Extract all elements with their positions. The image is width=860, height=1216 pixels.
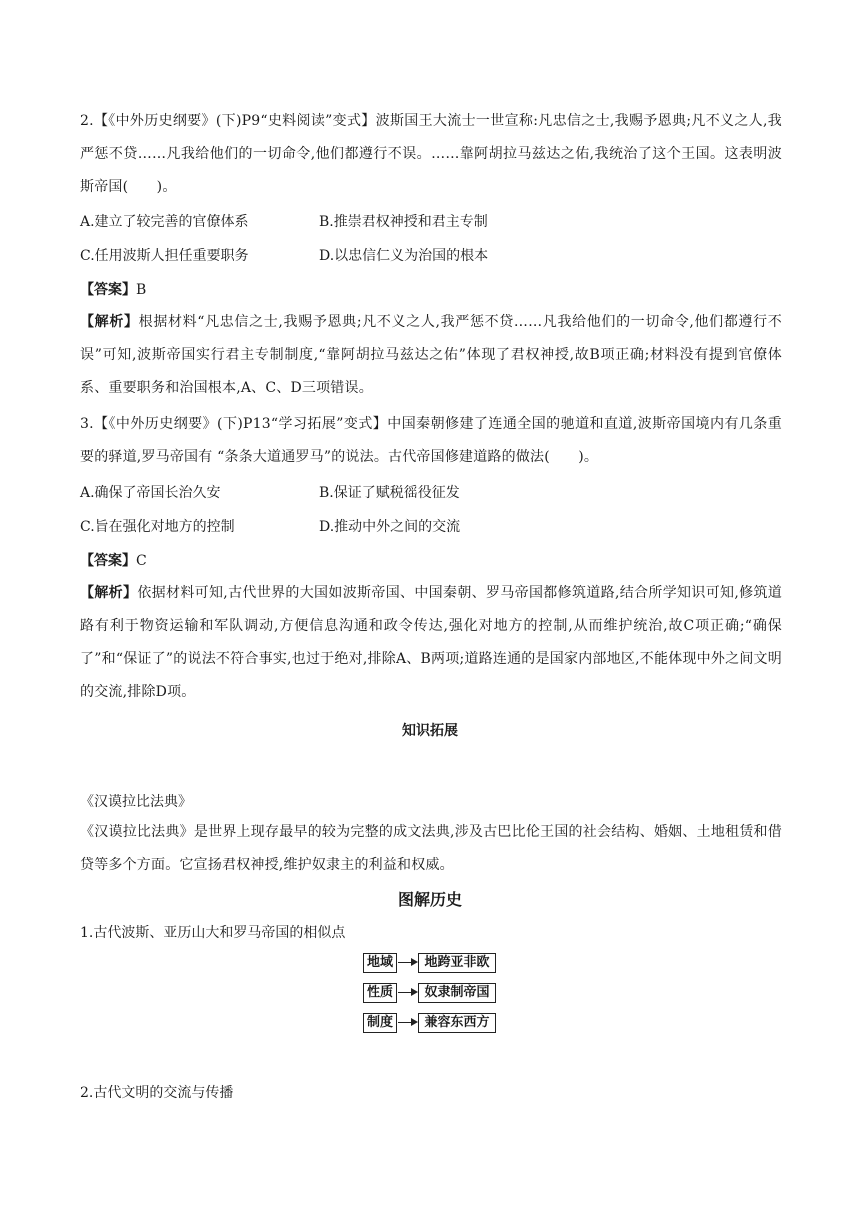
q3-analysis-tag: 【解析】 <box>80 585 138 601</box>
q3-option-a: A.确保了帝国长治久安 <box>80 485 221 501</box>
q2-analysis <box>80 306 782 405</box>
q3-answer-tag: 【答案】 <box>80 553 136 569</box>
q2-analysis-tag: 【解析】 <box>80 314 139 330</box>
q2-option-b: B.推崇君权神授和君主专制 <box>319 214 488 230</box>
q2-analysis-text: 根据材料“凡忠信之士,我赐予恩典;凡不义之人,我严惩不贷……凡我给他们的一切命令,他们都遵行不误”可知,波斯帝国实行君主专制制度,“靠阿胡拉马兹达之佑”体现了君权神授,故B项正确;材料没有提到官僚体系、重要职务和治国根本,A、C、D三项错误。 <box>80 314 782 396</box>
knowledge-title: 知识拓展 <box>402 723 458 739</box>
diagram-key-box: 性质 <box>363 983 397 1003</box>
diagram-value-box: 奴隶制帝国 <box>418 983 496 1003</box>
question-3-stem: 3.【《中外历史纲要》(下)P13“学习拓展”变式】中国秦朝修建了连通全国的驰道和直道,波斯帝国境内有几条重要的驿道,罗马帝国有 “条条大道通罗马”的说法。古代帝国修建道路的做法( )。 <box>80 416 782 465</box>
q3-option-b: B.保证了赋税徭役征发 <box>319 485 460 501</box>
q2-option-a: A.建立了较完善的官僚体系 <box>80 214 249 230</box>
q3-analysis <box>80 577 782 709</box>
illustrated-item-2: 2.古代文明的交流与传播 <box>80 1085 234 1101</box>
q3-analysis-text: 依据材料可知,古代世界的大国如波斯帝国、中国秦朝、罗马帝国都修筑道路,结合所学知识可知,修筑道路有利于物资运输和军队调动,方便信息沟通和政令传达,强化对地方的控制,从而维护统治,故C项正确;“确保了”和“保证了”的说法不符合事实,也过于绝对,排除A、B两项;道路连通的是国家内部地区,不能体现中外之间文明的交流,排除D项。 <box>80 585 782 700</box>
diagram-key-box: 地域 <box>363 953 397 973</box>
arrow-right-icon <box>398 962 412 963</box>
illustrated-item-1: 1.古代波斯、亚历山大和罗马帝国的相似点 <box>80 925 346 941</box>
arrow-right-icon <box>398 1022 412 1023</box>
q2-answer-line <box>80 279 146 301</box>
diagram-key-box: 制度 <box>363 1013 397 1033</box>
q3-option-d: D.推动中外之间的交流 <box>319 519 461 535</box>
q3-answer-value: C <box>136 553 147 569</box>
illustrated-title: 图解历史 <box>397 890 462 909</box>
diagram-row <box>363 983 495 1003</box>
question-2-stem: 2.【《中外历史纲要》(下)P9“史料阅读”变式】波斯国王大流士一世宣称:凡忠信之士,我赐予恩典;凡不义之人,我严惩不贷……凡我给他们的一切命令,他们都遵行不误。……靠阿胡拉马兹达之佑,我统治了这个王国。这表明波斯帝国( )。 <box>80 113 782 195</box>
diagram-value-box: 兼容东西方 <box>418 1013 496 1033</box>
knowledge-subtitle: 《汉谟拉比法典》 <box>80 794 192 810</box>
similarity-diagram <box>363 953 495 1035</box>
q3-answer-line <box>80 550 147 572</box>
q2-option-c: C.任用波斯人担任重要职务 <box>80 248 249 264</box>
q2-answer-tag: 【答案】 <box>80 282 136 298</box>
knowledge-body: 《汉谟拉比法典》是世界上现存最早的较为完整的成文法典,涉及古巴比伦王国的社会结构、婚姻、土地租赁和借贷等多个方面。它宣扬君权神授,维护奴隶主的利益和权威。 <box>80 824 782 873</box>
q2-option-d: D.以忠信仁义为治国的根本 <box>319 248 489 264</box>
q3-option-c: C.旨在强化对地方的控制 <box>80 519 235 535</box>
diagram-row <box>363 1013 495 1033</box>
arrow-right-icon <box>398 992 412 993</box>
q2-answer-value: B <box>136 282 147 298</box>
diagram-value-box: 地跨亚非欧 <box>418 953 496 973</box>
diagram-row <box>363 953 495 973</box>
